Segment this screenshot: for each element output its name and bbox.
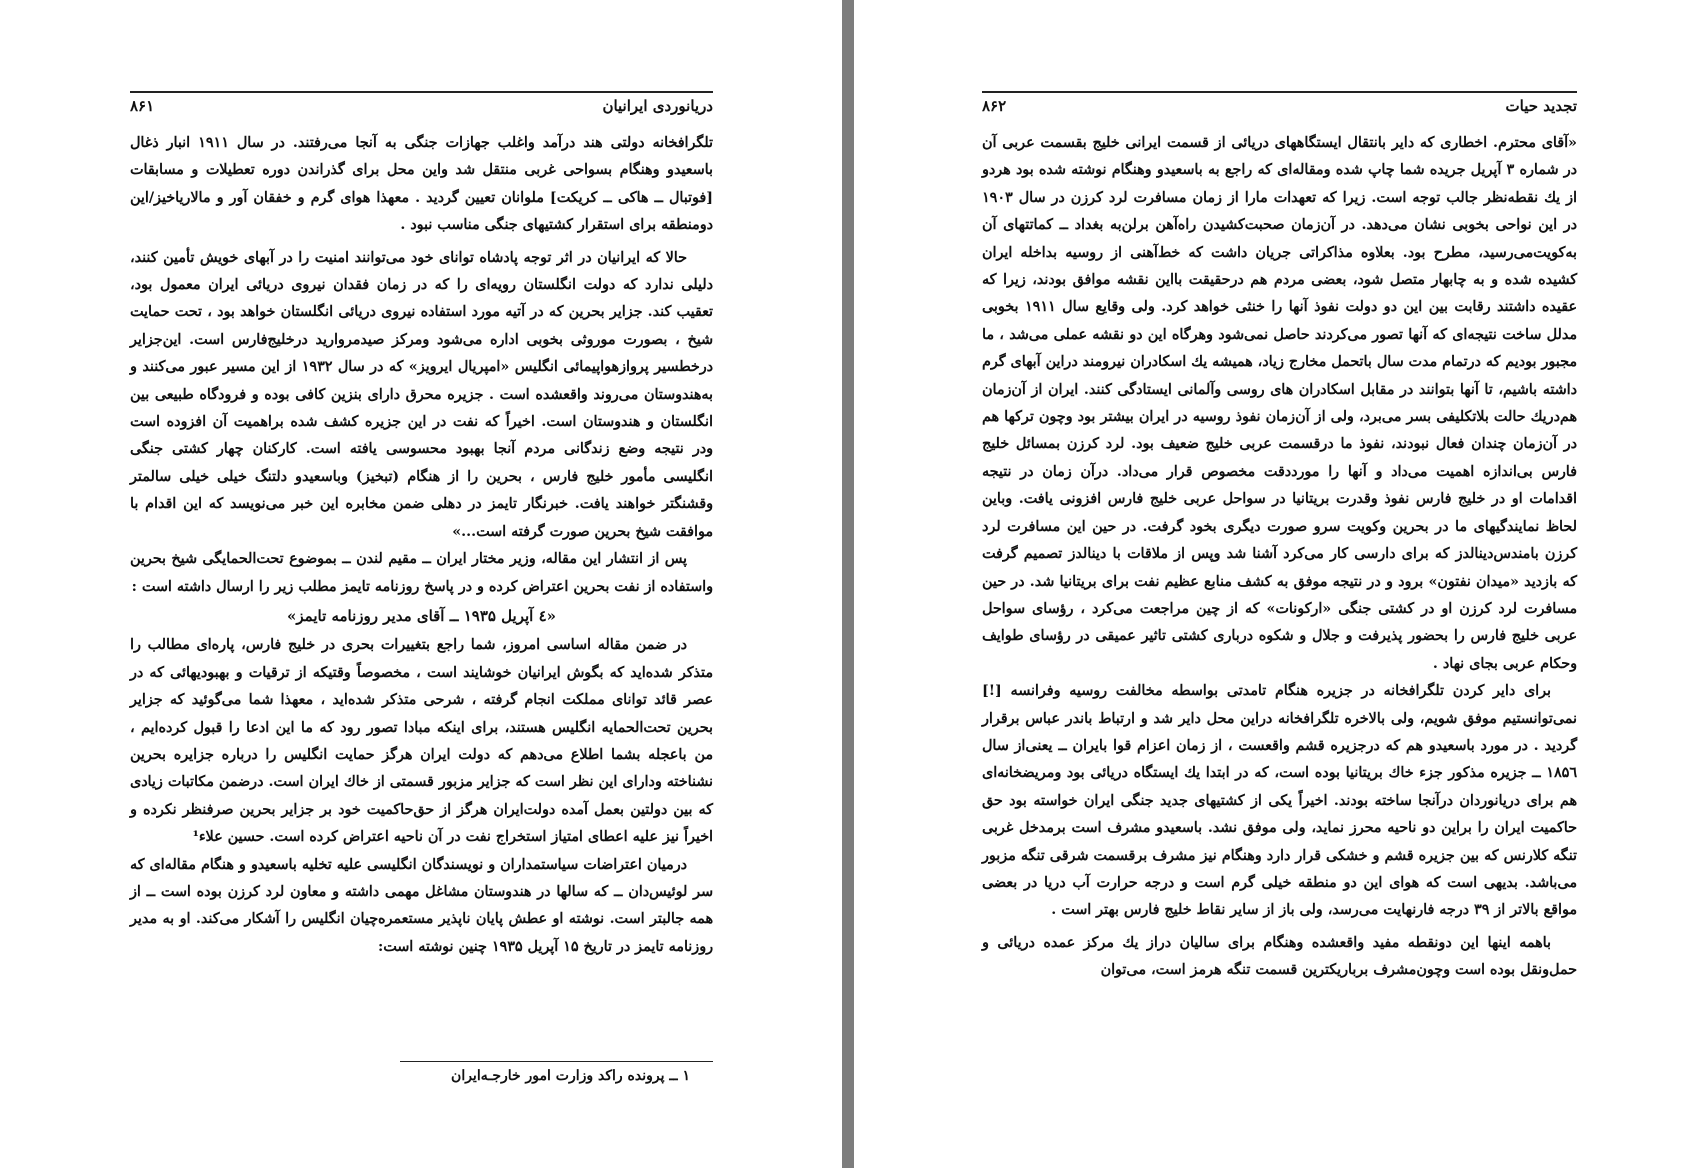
paragraph: حالا که ایرانیان در اثر توجه پادشاه توانای خود می‌توانند امنیت را در آبهای خویش تأمین کنند، دلیلی ندارد که دولت انگلستان رویه‌ای را که در زمان فقدان نیروی دریائی ایران معمول بود، تعقیب کند. جزایر بحرین که در آتیه مورد استفاده نیروی دریائی انگلستان خواهد بود ، تحت حمایت شیخ ، بصورت موروثی بخوبی اداره می‌شود ومرکز صیدمروارید درخلیج‌فارس است. این‌جزایر درخطسیر پروازهواپیمائی انگلیس «امپریال ایرویز» که در سال ۱۹۳۲ از این مسیر عبور می‌کنند و به‌هندوستان می‌روند واقعشده است . جزیره محرق دارای بنزین کافی بوده و فرودگاه طبیعی بین انگلستان و هندوستان است. اخیراً که نفت در این جزیره کشف شده براهمیت آن افزوده است ودر نتیجه وضع زندگانی مردم آنجا بهبود محسوسی یافته است. کارکنان چهار کشتی جنگی انگلیسی مأمور خلیج فارس ، بحرین را از هنگام (تبخیز) وباسعیدو دلتنگ خیلی خیلی سالمتر وقشنگتر خواهند یافت. خبرنگار تایمز در دهلی ضمن مخابره این خبر می‌نویسد که این اقدام با موافقت شیخ بحرین صورت گرفته است...» xyxy=(130,249,713,540)
left-page-body xyxy=(130,130,713,961)
paragraph: برای دایر کردن تلگرافخانه در جزیره هنگام تامدتی بواسطه مخالفت روسیه وفرانسه [!] نمی‌توانستیم موفق شویم، ولی بالاخره تلگرافخانه دراین محل دایر شد و ارتباط باندر عباس برقرار گردید . در مورد باسعیدو هم که درجزیره قشم واقعست ، از زمان اعزام قوا بایران ــ یعنی‌از سال ۱۸۵٦ ــ جزیره مذکور جزء خاك بریتانیا بوده است، که در ابتدا يك ایستگاه دریائی بود ومریضخانه‌ای هم برای دریانوردان درآنجا ساخته بودند. اخیراً یکی از کشتیهای جدید جنگی ایران خواسته بود حق حاکمیت ایران را براین دو ناحیه محرز نماید، ولی موفق نشد. باسعیدو مشرف است برمدخل غربی تنگه کلارنس که بین جزیره قشم و خشکی قرار دارد وهنگام نیز مشرف برقسمت شرقی تنگه مزبور می‌باشد. بدیهی است که هوای این دو منطقه خیلی گرم است و درجه حرارت آب دریا در بعضی مواقع بالاتر از ۳۹ درجه فارنهایت می‌رسد، ولی باز از سایر نقاط خلیج فارس بهتر است . xyxy=(982,683,1577,919)
paragraph: درمیان اعتراضات سیاستمداران و نویسندگان انگلیسی علیه تخلیه باسعیدو و هنگام مقاله‌ای که سر لوئیس‌دان ــ که سالها در هندوستان مشاغل مهمی داشته و معاون لرد کرزن بوده است ــ از همه جالبتر است. نوشته او عطش پایان ناپذیر مستعمره‌چیان انگلیس را آشکار می‌کند. او به مدیر روزنامه تایمز در تاریخ ۱۵ آپریل ۱۹۳۵ چنین نوشته است: xyxy=(130,856,713,955)
footnote-rule xyxy=(400,1061,713,1062)
paragraph: پس از انتشار این مقاله، وزیر مختار ایران ــ مقیم لندن ــ بموضوع تحت‌الحمایگی شیخ بحرین واستفاده از نفت بحرین اعتراض کرده و در پاسخ روزنامه تایمز مطلب زیر را ارسال داشته است : xyxy=(130,551,713,595)
paragraph: «آقای محترم. اخطاری که دایر بانتقال ایستگاههای دریائی از قسمت ایرانی خلیج بقسمت عربی آن در شماره ۳ آپریل جریده شما چاپ شده ومقاله‌ای که راجع به باسعیدو وهنگام نوشته شده بود هردو از يك نقطه‌نظر جالب توجه است. زیرا که تعهدات مارا از زمان مسافرت لرد کرزن در سال ۱۹۰۳ در این نواحی بخوبی نشان می‌دهد. در آن‌زمان صحبت‌کشیدن راه‌آهن برلن‌به بغداد ــ کماتتهای آن به‌کویت‌می‌رسید، مطرح بود. بعلاوه مذاکراتی جریان داشت که خط‌آهنی از روسیه بداخله ایران کشیده شده و به چابهار متصل شود، بعضی مردم هم درحقیقت بااین نقشه موافق بودند، زیرا که عقیده داشتند رقابت بین این دو دولت نفوذ آنها را خنثی خواهد کرد. ولی وقایع سال ۱۹۱۱ بخوبی مدلل ساخت نتیجه‌ای که آنها تصور می‌کردند حاصل نمی‌شود وهرگاه این دو نقشه عملی می‌شد ، ما مجبور بودیم که درتمام مدت سال باتحمل مخارج زیاد، همیشه يك اسکادران نیرومند دراین آبهای گرم داشته باشیم، تا آنها بتوانند در مقابل اسکادران های روسی وآلمانی ایستادگی کنند. ایران از آن‌زمان هم‌دريك حالت بلاتکلیفی بسر می‌برد، ولی از آن‌زمان نفوذ روسیه در ایران بیشتر بود وچون ترکها هم در آن‌زمان چندان فعال نبودند، نفوذ ما درقسمت عربی خلیج ضعیف بود. لرد کرزن بمسائل خلیج فارس بی‌اندازه اهمیت می‌داد و آنها را مورددقت مخصوص قرار می‌داد. درآن زمان در نتیجه اقدامات او در خلیج فارس نفوذ وقدرت بریتانیا در سواحل عربی خلیج فارس افزونی یافت. وباین لحاظ نمایندگیهای ما در بحرین وکویت سرو صورت دیگری بخود گرفت. در حین این مسافرت لرد کرزن بامندس‌دینالدز که برای دارسی کار می‌کرد آشنا شد وپس از ملاقات با دینالدز تصمیم گرفت که بازدید «میدان نفتون» برود و در نتیجه موفق به کشف منابع عظیم نفت برای بریتانیا شد. در حین مسافرت لرد کرزن او در کشتی جنگی «ارکونات» که از چین مراجعت می‌کرد ، رؤسای سواحل عربی خلیج فارس را بحضور پذیرفت و جلال و شکوه درباری کشتی تاثیر عمیقی در رؤسای طوایف وحکام عربی بجای نهاد . xyxy=(982,135,1578,672)
right-page-header xyxy=(982,91,1577,121)
footnote: ۱ ــ پرونده راکد وزارت امور خارجـه‌ایران xyxy=(451,1068,690,1084)
left-page-number: ۸۶۱ xyxy=(130,97,155,115)
paragraph: باهمه اینها این دونقطه مفید واقعشده وهنگام برای سالیان دراز يك مرکز عمده دریائی و حمل‌ونقل بوده است وچون‌مشرف برباریکترین قسمت تنگه هرمز است، می‌توان xyxy=(982,934,1577,979)
paragraph: تلگرافخانه دولتی هند درآمد واغلب جهازات جنگی به آنجا می‌رفتند. در سال ۱۹۱۱ انبار ذغال باسعیدو وهنگام بسواحی غربی منتقل شد واین محل برای گذراندن دوره تعطیلات و مسابقات [فوتبال ــ هاکی ــ کریکت] ملوانان تعیین گردید . معهذا هوای گرم و خفقان آور و مالاریاخیز/این دومنطقه برای استقرار کشتیهای جنگی مناسب نبود . xyxy=(130,135,714,234)
right-page xyxy=(854,0,1699,1168)
left-page-header xyxy=(130,91,713,121)
right-page-number: ۸۶۲ xyxy=(982,97,1007,115)
letter-heading: «٤ آپریل ۱۹۳۵ ــ آقای مدیر روزنامه تایمز» xyxy=(287,606,556,625)
right-running-title: تجدید حیات xyxy=(1505,97,1577,115)
left-running-title: دریانوردی ایرانیان xyxy=(602,97,713,115)
right-page-body xyxy=(982,130,1577,985)
paragraph: در ضمن مقاله اساسی امروز، شما راجع بتغییرات بحری در خلیج فارس، پاره‌ای مطالب را متذکر شده‌اید که بگوش ایرانیان خوشایند است ، مخصوصاً وقتیکه از ترقیات و بهبودیهائی که در عصر قائد توانای مملکت انجام گرفته ، شرحی متذکر شده‌اید ، معهذا شما می‌گوئید که جزایر بحرین تحت‌الحمایه انگلیس هستند، برای اینکه مبادا تصور رود که ما این ادعا را قبول کرده‌ایم ، من باعجله بشما اطلاع می‌دهم که دولت ایران هرگز حمایت انگلیس را درباره جزایره بحرین نشناخته ودارای این نظر است که جزایر مزبور قسمتی از خاك ایران است. درضمن مکاتبات زیادی که بین دولتین بعمل آمده دولت‌ایران هرگز از حق‌حاکمیت خود بر جزایر بحرین صرفنظر نکرده و اخیراً نیز علیه اعطای امتیاز استخراج نفت در آن ناحیه اعتراض کرده است. حسین علاء¹ xyxy=(130,637,713,846)
page-gutter xyxy=(842,0,854,1168)
left-page xyxy=(0,0,842,1168)
